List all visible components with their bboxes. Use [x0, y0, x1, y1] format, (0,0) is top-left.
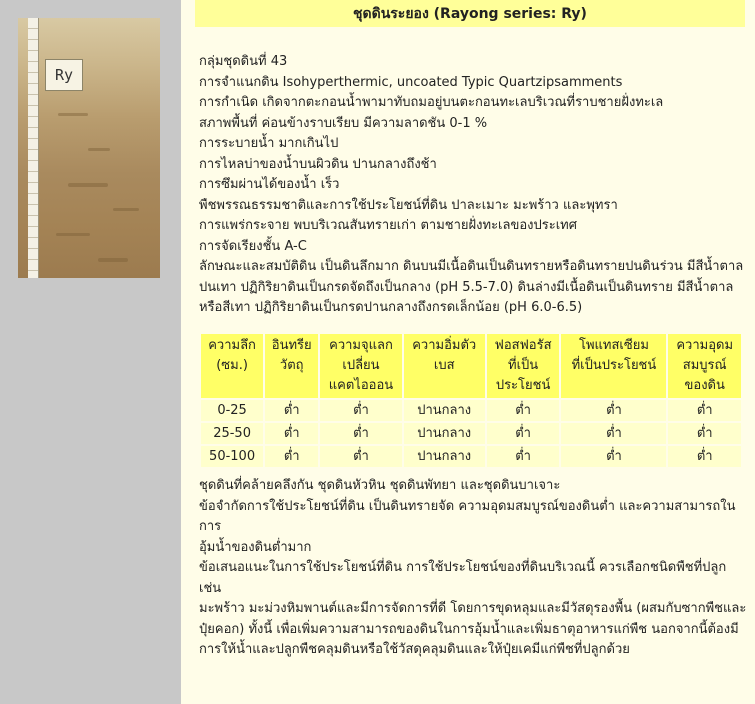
- info-line: การซึมผ่านได้ของน้ำ เร็ว: [199, 177, 340, 192]
- column-header-base-saturation: ความอิ่มตัว เบส: [404, 334, 485, 398]
- table-cell: ต่ำ: [265, 400, 318, 421]
- table-cell: ต่ำ: [487, 400, 560, 421]
- notes-line: ชุดดินที่คล้ายคลึงกัน ชุดดินหัวหิน ชุดดินพัทยา และชุดดินบาเจาะ: [199, 478, 561, 493]
- info-line: การกำเนิด เกิดจากตะกอนน้ำพามาทับถมอยู่บนตะกอนทะเลบริเวณที่ราบชายฝั่งทะเล: [199, 95, 664, 110]
- characteristics-line: หรือสีเทา ปฏิกิริยาดินเป็นกรดปานกลางถึงกรดเล็กน้อย (pH 6.0-6.5): [199, 300, 583, 315]
- table-row: [201, 446, 741, 467]
- info-line: การไหลบ่าของน้ำบนผิวดิน ปานกลางถึงช้า: [199, 156, 437, 172]
- notes-line: มะพร้าว มะม่วงหิมพานต์และมีการจัดการที่ดี โดยการขุดหลุมและมีวัสดุรองพื้น (ผสมกับซากพืชและ: [199, 601, 747, 616]
- notes-line: การให้น้ำและปลูกพืชคลุมดินหรือใช้วัสดุคลุมดินและให้ปุ๋ยเคมีแก่พืชที่ปลูกด้วย: [199, 642, 630, 657]
- table-cell: ต่ำ: [487, 446, 560, 467]
- soil-notes: [199, 476, 749, 661]
- notes-line: ข้อเสนอแนะในการใช้ประโยชน์ที่ดิน การใช้ประโยชน์ของที่ดินบริเวณนี้ ควรเลือกชนิดพืชที่ปลูก เช่น: [199, 560, 727, 596]
- soil-label-card: Ry: [45, 59, 83, 91]
- page-title-bar: [195, 0, 745, 27]
- column-header-organic-matter: อินทรีย วัตถุ: [265, 334, 318, 398]
- column-header-depth: ความลึก (ซม.): [201, 334, 263, 398]
- page-title: ชุดดินระยอง (Rayong series: Ry): [353, 5, 587, 22]
- table-cell: ต่ำ: [487, 423, 560, 444]
- table-cell: ต่ำ: [265, 446, 318, 467]
- soil-profile-photo: [18, 18, 160, 278]
- column-header-phosphorus: ฟอสฟอรัส ที่เป็น ประโยชน์: [487, 334, 560, 398]
- characteristics-line: ลักษณะและสมบัติดิน เป็นดินลึกมาก ดินบนมีเนื้อดินเป็นดินทรายหรือดินทรายปนดินร่วน มีสีน้ำตาล: [199, 259, 744, 274]
- table-cell: ต่ำ: [561, 423, 666, 444]
- table-cell: ต่ำ: [265, 423, 318, 444]
- info-line: กลุ่มชุดดินที่ 43: [199, 54, 288, 69]
- table-cell: ต่ำ: [668, 400, 741, 421]
- info-line: การจัดเรียงชั้น A-C: [199, 238, 307, 254]
- info-line: พืชพรรณธรรมชาติและการใช้ประโยชน์ที่ดิน ปาละเมาะ มะพร้าว และพุทรา: [199, 197, 618, 213]
- table-cell: ต่ำ: [668, 446, 741, 467]
- table-cell: ปานกลาง: [404, 400, 485, 421]
- characteristics-line: ปนเทา ปฏิกิริยาดินเป็นกรดจัดถึงเป็นกลาง (pH 5.5-7.0) ดินล่างมีเนื้อดินเป็นดินทราย มีสีน้ำตาล: [199, 279, 734, 295]
- table-cell: 0-25: [201, 400, 263, 421]
- table-cell: 25-50: [201, 423, 263, 444]
- info-line: การแพร่กระจาย พบบริเวณสันทรายเก่า ตามชายฝั่งทะเลของประเทศ: [199, 218, 577, 233]
- main-content: [181, 0, 755, 704]
- soil-properties-table: [199, 332, 743, 469]
- table-cell: ต่ำ: [320, 423, 401, 444]
- notes-line: ปุ๋ยคอก) ทั้งนี้ เพื่อเพิ่มความสามารถของดินในการอุ้มน้ำและเพิ่มธาตุอาหารแก่พืช นอกจากนี้ต้องมี: [199, 621, 739, 637]
- table-header-row: [201, 334, 741, 398]
- column-header-fertility: ความอุดม สมบูรณ์ ของดิน: [668, 334, 741, 398]
- notes-line: อุ้มน้ำของดินต่ำมาก: [199, 539, 312, 555]
- table-cell: ต่ำ: [320, 446, 401, 467]
- info-line: การระบายน้ำ มากเกินไป: [199, 136, 339, 151]
- table-cell: 50-100: [201, 446, 263, 467]
- table-cell: ปานกลาง: [404, 446, 485, 467]
- table-cell: ต่ำ: [561, 400, 666, 421]
- left-sidebar: [0, 0, 181, 704]
- table-row: [201, 400, 741, 421]
- table-cell: ต่ำ: [320, 400, 401, 421]
- info-line: สภาพพื้นที่ ค่อนข้างราบเรียบ มีความลาดชัน 0-1 %: [199, 115, 488, 131]
- info-line: การจำแนกดิน Isohyperthermic, uncoated Typic Quartzipsamments: [199, 74, 623, 90]
- measuring-ruler: [28, 18, 39, 278]
- column-header-cec: ความจุแลก เปลี่ยน แคตไอออน: [320, 334, 401, 398]
- table-cell: ต่ำ: [668, 423, 741, 444]
- table-cell: ปานกลาง: [404, 423, 485, 444]
- notes-line: ข้อจำกัดการใช้ประโยชน์ที่ดิน เป็นดินทรายจัด ความอุดมสมบูรณ์ของดินต่ำ และความสามารถในการ: [199, 498, 736, 534]
- soil-info-list: [199, 52, 749, 319]
- table-row: [201, 423, 741, 444]
- column-header-potassium: โพแทสเซียม ที่เป็นประโยชน์: [561, 334, 666, 398]
- table-cell: ต่ำ: [561, 446, 666, 467]
